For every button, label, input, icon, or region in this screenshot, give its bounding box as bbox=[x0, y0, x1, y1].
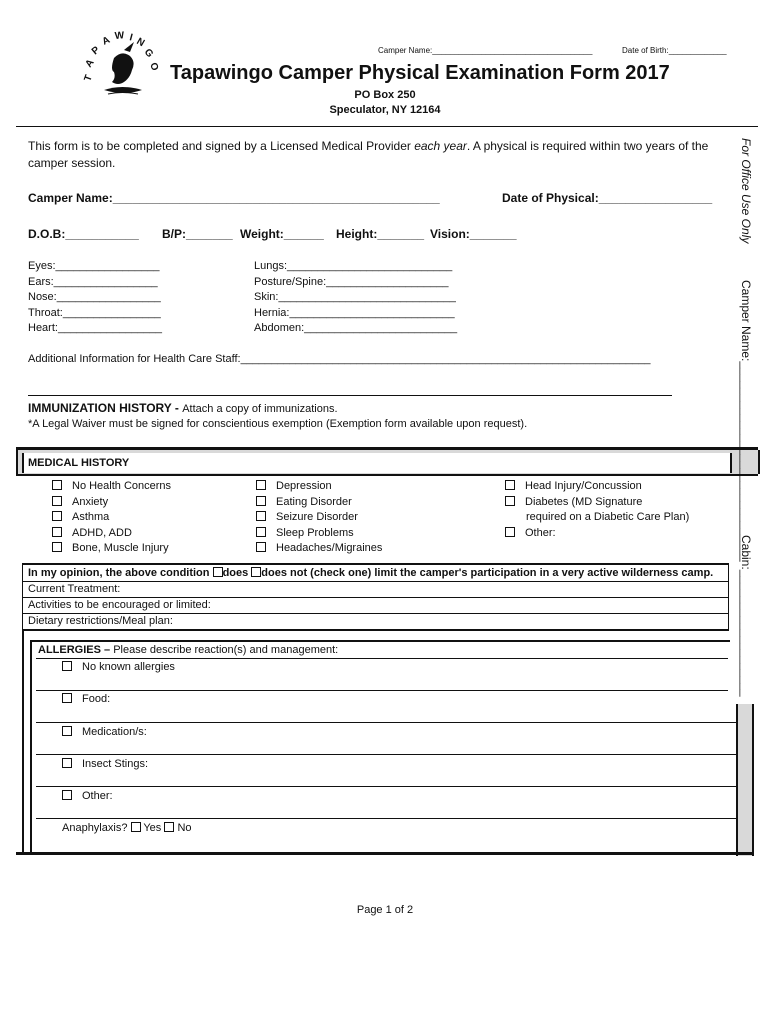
allergy-food[interactable]: Food: bbox=[62, 693, 110, 705]
checkbox-does-not[interactable] bbox=[251, 567, 261, 577]
allergies-heading: ALLERGIES – Please describe reaction(s) and management: bbox=[38, 644, 339, 656]
checkbox-icon[interactable] bbox=[52, 480, 62, 490]
condition-sleep-problems[interactable]: Sleep Problems bbox=[256, 526, 382, 542]
sidebar-cabin-field[interactable]: Cabin:___________________ bbox=[739, 535, 753, 697]
exam-nose-field[interactable]: Nose:_________________ bbox=[28, 291, 161, 303]
svg-text:O: O bbox=[147, 61, 161, 73]
exam-lungs-field[interactable]: Lungs:___________________________ bbox=[254, 260, 453, 272]
medical-history-bottom-border bbox=[16, 474, 758, 476]
svg-text:N: N bbox=[134, 36, 147, 50]
condition-no-health-concerns[interactable]: No Health Concerns bbox=[52, 479, 171, 495]
exam-ears-field[interactable]: Ears:_________________ bbox=[28, 275, 158, 288]
exam-posture-field[interactable]: Posture/Spine:____________________ bbox=[254, 275, 449, 288]
checkbox-icon[interactable] bbox=[256, 511, 266, 521]
height-field[interactable]: Height:_______ bbox=[336, 227, 425, 241]
opinion-left-border bbox=[22, 563, 23, 631]
divider bbox=[36, 754, 736, 755]
condition-eating-disorder[interactable]: Eating Disorder bbox=[256, 495, 382, 511]
activities-field[interactable]: Activities to be encouraged or limited: bbox=[28, 599, 211, 611]
checkbox-icon[interactable] bbox=[505, 480, 515, 490]
svg-text:I: I bbox=[128, 32, 134, 44]
weight-field[interactable]: Weight:______ bbox=[240, 227, 324, 241]
divider bbox=[22, 629, 728, 631]
condition-diabetes[interactable]: Diabetes (MD Signature bbox=[505, 495, 689, 511]
medical-history-col2 bbox=[256, 479, 382, 557]
exam-right-column bbox=[254, 259, 457, 337]
header-camper-name-field[interactable]: Camper Name:____________________________________ bbox=[378, 46, 593, 55]
divider bbox=[36, 722, 736, 723]
checkbox-icon[interactable] bbox=[52, 527, 62, 537]
checkbox-icon[interactable] bbox=[256, 496, 266, 506]
allergy-other[interactable]: Other: bbox=[62, 790, 113, 802]
condition-asthma[interactable]: Asthma bbox=[52, 510, 171, 526]
address-line-1: PO Box 250 bbox=[354, 89, 416, 101]
condition-other[interactable]: Other: bbox=[505, 526, 689, 542]
checkbox-icon[interactable] bbox=[52, 511, 62, 521]
divider bbox=[36, 786, 736, 787]
additional-info-field[interactable]: Additional Information for Health Care Staff:___________________________________________________________________ bbox=[28, 353, 651, 365]
camper-name-field[interactable]: Camper Name:_________________________________________________ bbox=[28, 191, 440, 205]
divider bbox=[22, 613, 728, 614]
checkbox-yes[interactable] bbox=[131, 822, 141, 832]
header-divider bbox=[16, 126, 758, 127]
vision-field[interactable]: Vision:_______ bbox=[430, 227, 517, 241]
exam-hernia-field[interactable]: Hernia:___________________________ bbox=[254, 306, 455, 319]
anaphylaxis-question: Anaphylaxis? Yes No bbox=[62, 822, 192, 834]
condition-bone-muscle-injury[interactable]: Bone, Muscle Injury bbox=[52, 541, 171, 557]
divider bbox=[36, 658, 728, 659]
exam-abdomen-field[interactable]: Abdomen:_________________________ bbox=[254, 322, 458, 334]
svg-text:P: P bbox=[89, 44, 103, 58]
allergies-frame-top bbox=[30, 640, 730, 642]
checkbox-icon[interactable] bbox=[52, 496, 62, 506]
checkbox-icon[interactable] bbox=[256, 480, 266, 490]
condition-headaches[interactable]: Headaches/Migraines bbox=[256, 541, 382, 557]
svg-text:A: A bbox=[83, 57, 97, 70]
condition-seizure-disorder[interactable]: Seizure Disorder bbox=[256, 510, 382, 526]
condition-diabetes-note: required on a Diabetic Care Plan) bbox=[526, 511, 690, 523]
checkbox-does[interactable] bbox=[213, 567, 223, 577]
medical-history-col1 bbox=[52, 479, 171, 557]
checkbox-icon[interactable] bbox=[505, 496, 515, 506]
medical-history-col3 bbox=[505, 479, 689, 541]
divider bbox=[22, 597, 728, 598]
condition-depression[interactable]: Depression bbox=[256, 479, 382, 495]
page-number: Page 1 of 2 bbox=[356, 904, 414, 916]
allergy-no-known[interactable]: No known allergies bbox=[62, 661, 175, 673]
condition-head-injury[interactable]: Head Injury/Concussion bbox=[505, 479, 689, 495]
office-use-label: For Office Use Only bbox=[739, 138, 753, 244]
checkbox-icon[interactable] bbox=[256, 542, 266, 552]
svg-text:W: W bbox=[114, 30, 125, 42]
intro-emphasis: each year bbox=[414, 139, 467, 153]
exam-throat-field[interactable]: Throat:________________ bbox=[28, 306, 161, 319]
allergies-frame-outer-left bbox=[22, 631, 24, 855]
svg-text:A: A bbox=[100, 34, 112, 48]
allergy-insect-stings[interactable]: Insect Stings: bbox=[62, 758, 148, 770]
header-date-of-birth-field[interactable]: Date of Birth:_____________ bbox=[622, 46, 727, 55]
checkbox-icon[interactable] bbox=[62, 661, 72, 671]
checkbox-icon[interactable] bbox=[62, 758, 72, 768]
condition-anxiety[interactable]: Anxiety bbox=[52, 495, 171, 511]
address-line-2: Speculator, NY 12164 bbox=[329, 104, 441, 116]
date-of-physical-field[interactable]: Date of Physical:_________________ bbox=[502, 191, 713, 205]
additional-info-line[interactable] bbox=[28, 395, 672, 396]
checkbox-icon[interactable] bbox=[62, 790, 72, 800]
intro-text: This form is to be completed and signed by a Licensed Medical Provider each year. A physical is required within two years of the camper session. bbox=[28, 139, 709, 170]
opinion-statement: In my opinion, the above condition does does not (check one) limit the camper's participation in a very active wilderness camp. bbox=[28, 567, 714, 579]
medical-history-heading: MEDICAL HISTORY bbox=[28, 457, 130, 469]
svg-text:G: G bbox=[141, 46, 156, 60]
current-treatment-field[interactable]: Current Treatment: bbox=[28, 583, 121, 595]
checkbox-icon[interactable] bbox=[62, 726, 72, 736]
allergies-frame-inner-left bbox=[30, 640, 32, 852]
allergy-medication[interactable]: Medication/s: bbox=[62, 726, 147, 738]
condition-adhd[interactable]: ADHD, ADD bbox=[52, 526, 171, 542]
exam-skin-field[interactable]: Skin:_____________________________ bbox=[254, 291, 456, 303]
svg-text:T: T bbox=[82, 73, 95, 84]
opinion-right-border bbox=[728, 563, 729, 631]
opinion-top-border bbox=[22, 563, 728, 565]
dob-field[interactable]: D.O.B:___________ bbox=[28, 227, 139, 241]
exam-left-column bbox=[28, 259, 162, 337]
immunization-heading: IMMUNIZATION HISTORY - Attach a copy of immunizations. bbox=[28, 401, 338, 415]
checkbox-icon[interactable] bbox=[52, 542, 62, 552]
divider bbox=[36, 818, 736, 819]
exam-heart-field[interactable]: Heart:_________________ bbox=[28, 322, 162, 334]
checkbox-icon[interactable] bbox=[256, 527, 266, 537]
immunization-waiver: *A Legal Waiver must be signed for conscientious exemption (Exemption form available upon request). bbox=[28, 418, 528, 430]
divider bbox=[36, 690, 728, 691]
checkbox-no[interactable] bbox=[164, 822, 174, 832]
bp-field[interactable]: B/P:_______ bbox=[162, 227, 233, 241]
allergies-right-shade bbox=[736, 704, 754, 856]
dietary-field[interactable]: Dietary restrictions/Meal plan: bbox=[28, 615, 173, 627]
checkbox-icon[interactable] bbox=[505, 527, 515, 537]
allergies-bottom-border bbox=[16, 852, 752, 855]
sidebar-camper-name-field[interactable]: Camper Name:______________________________ bbox=[739, 280, 753, 562]
exam-eyes-field[interactable]: Eyes:_________________ bbox=[28, 260, 160, 272]
form-title: Tapawingo Camper Physical Examination Form 2017 bbox=[170, 62, 670, 84]
checkbox-icon[interactable] bbox=[62, 693, 72, 703]
divider bbox=[22, 581, 728, 582]
